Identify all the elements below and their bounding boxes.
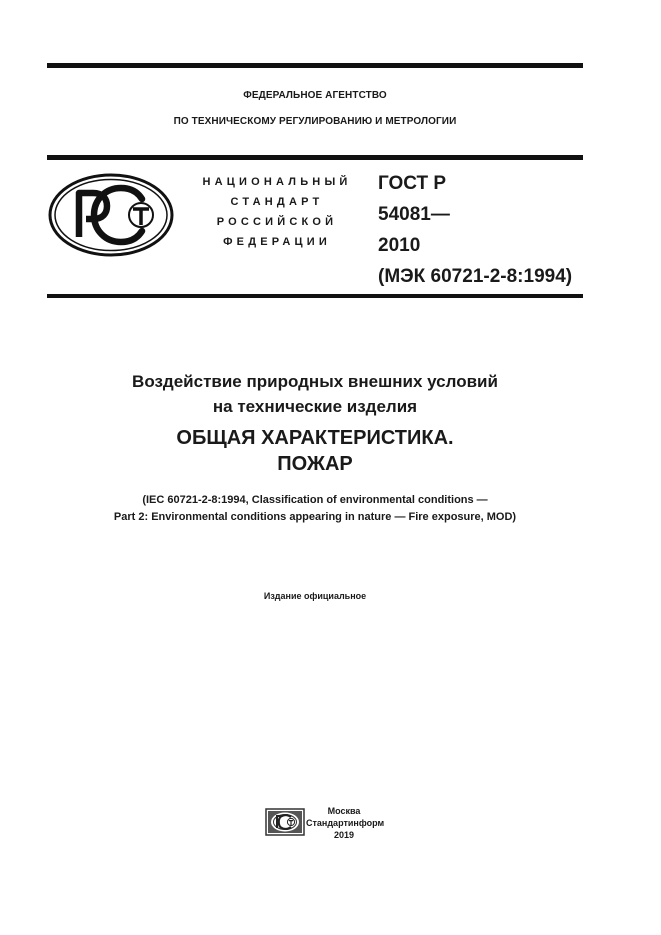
standard-designation — [378, 168, 572, 292]
designation-line: 2010 — [378, 235, 421, 256]
agency-line-1: ФЕДЕРАЛЬНОЕ АГЕНТСТВО — [243, 90, 387, 101]
title-line-1: Воздействие природных внешних условий — [132, 372, 498, 391]
publisher-city: Москва — [327, 806, 361, 816]
subtitle-line-1: (IEC 60721-2-8:1994, Classification of environmental conditions — — [142, 494, 488, 506]
designation-line: 54081— — [378, 204, 450, 225]
gost-r-certification-mark-icon — [47, 173, 175, 257]
national-standard-line: НАЦИОНАЛЬНЫЙ — [202, 176, 352, 188]
subtitle-line-2: Part 2: Environmental conditions appearing in nature — Fire exposure, MOD) — [113, 511, 517, 523]
top-rule — [47, 63, 583, 68]
national-standard-line: ФЕДЕРАЦИИ — [223, 236, 331, 248]
header-rule — [47, 155, 583, 160]
document-title — [47, 369, 583, 419]
title-line-2: на технические изделия — [212, 397, 418, 416]
national-standard-line: СТАНДАРТ — [230, 196, 324, 208]
national-standard-line: РОССИЙСКОЙ — [216, 216, 338, 228]
publisher-year: 2019 — [333, 830, 355, 840]
designation-rule — [47, 294, 583, 298]
main-title-line-1: ОБЩАЯ ХАРАКТЕРИСТИКА. — [176, 427, 454, 449]
national-standard-label — [188, 172, 366, 252]
designation-line: ГОСТ Р — [378, 173, 447, 194]
publisher-name: Стандартинформ — [306, 818, 385, 828]
designation-line: (МЭК 60721-2-8:1994) — [378, 266, 573, 287]
main-title-line-2: ПОЖАР — [277, 453, 353, 475]
agency-line-2: ПО ТЕХНИЧЕСКОМУ РЕГУЛИРОВАНИЮ И МЕТРОЛОГИИ — [173, 116, 457, 127]
document-main-title — [47, 425, 583, 477]
standartinform-logo-icon — [265, 808, 305, 836]
publisher-info — [306, 805, 385, 841]
edition-label: Издание официальное — [263, 591, 367, 601]
document-subtitle — [47, 492, 583, 526]
